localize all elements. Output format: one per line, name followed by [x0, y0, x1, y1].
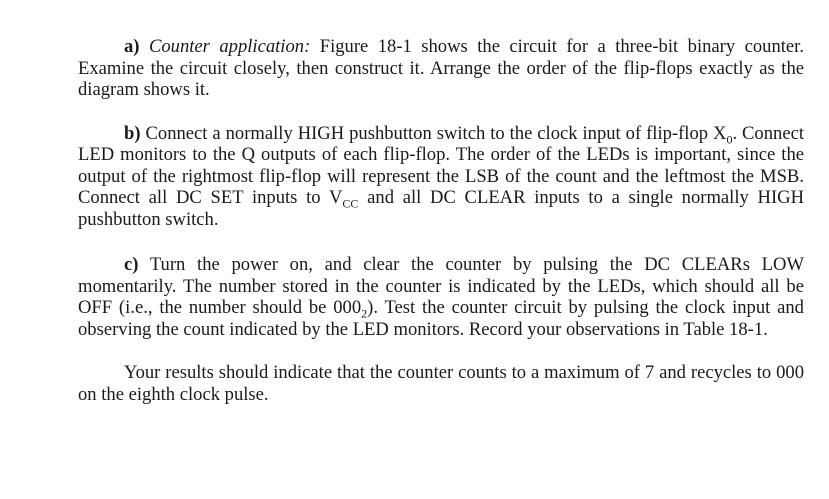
paragraph-a [78, 36, 804, 101]
paragraph-c-label: c) [124, 254, 139, 275]
document-page [78, 36, 804, 405]
paragraph-b [78, 123, 804, 231]
subscript-zero: 0 [726, 132, 733, 147]
subscript-two: 2 [361, 306, 368, 321]
paragraph-b-text-1: Connect a normally HIGH pushbutton switch to the clock input of flip-flop X [145, 122, 727, 144]
subscript-cc: CC [342, 196, 359, 211]
paragraph-c-text-2: ). Test the counter circuit by pulsing the clock input and observing the count indicated by the LED monitors. Record your observations in Table 18-1. [78, 297, 804, 340]
paragraph-results-text: Your results should indicate that the counter counts to a maximum of 7 and recycles to 000 on the eighth clock pulse. [78, 362, 804, 405]
paragraph-b-text-2: . Connect LED monitors to the Q outputs of each flip-flop. The order of the LEDs is important, since the output of the rightmost flip-flop will represent the LSB of the count and the leftmost the MSB. Connect all DC SET inputs to V [78, 122, 804, 208]
paragraph-c [78, 254, 804, 340]
paragraph-a-text: Figure 18-1 shows the circuit for a three-bit binary counter. Examine the circuit closely, then construct it. Arrange the order of the flip-flops exactly as the diagram shows it. [78, 36, 804, 100]
paragraph-b-text-3: and all DC CLEAR inputs to a single normally HIGH pushbutton switch. [78, 187, 804, 230]
paragraph-c-text-1: Turn the power on, and clear the counter by pulsing the DC CLEARs LOW momentarily. The number stored in the counter is indicated by the LEDs, which should all be OFF (i.e., the number should be 000 [78, 254, 804, 318]
paragraph-a-label: a) [124, 36, 140, 57]
paragraph-b-label: b) [124, 122, 141, 144]
paragraph-results [78, 362, 804, 405]
paragraph-a-title: Counter application: [148, 36, 311, 57]
